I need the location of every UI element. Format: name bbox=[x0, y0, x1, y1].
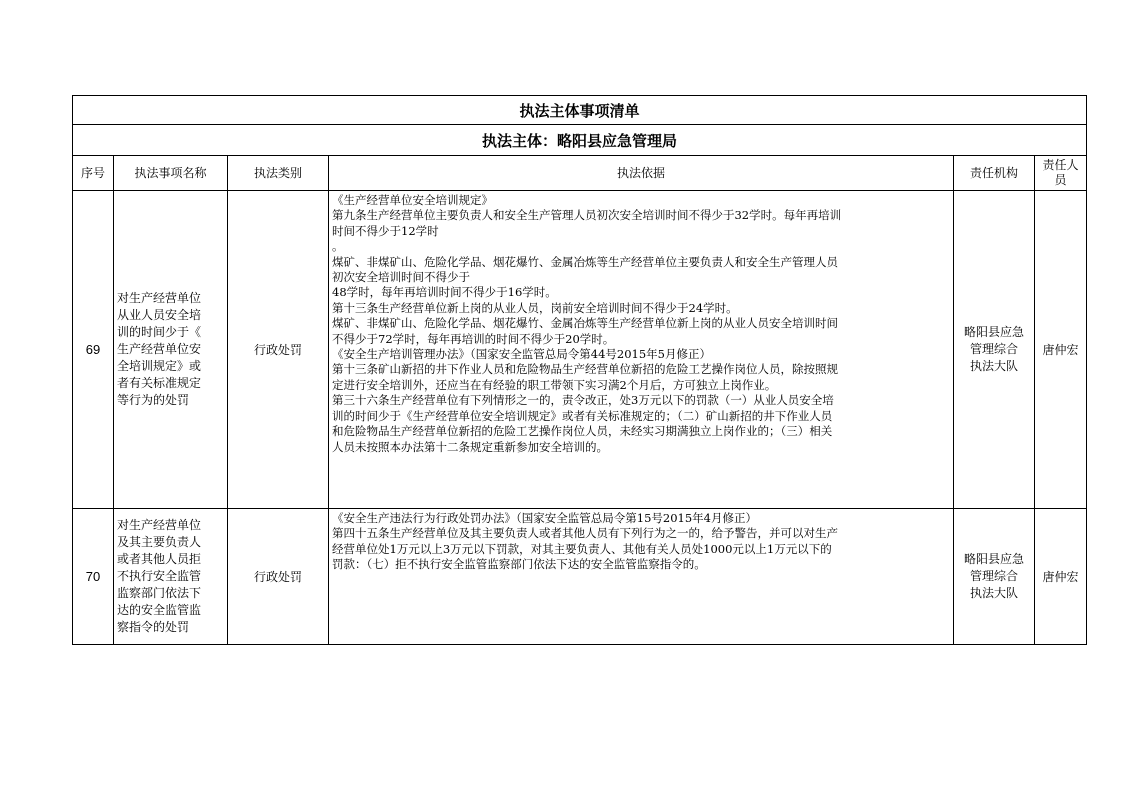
header-category: 执法类别 bbox=[228, 156, 329, 191]
row-seq: 70 bbox=[73, 509, 114, 645]
table-header-row bbox=[73, 156, 1087, 191]
header-person-line1: 责任人 bbox=[1042, 158, 1079, 172]
row-org: 略阳县应急 管理综合 执法大队 bbox=[954, 509, 1035, 645]
table-row bbox=[73, 191, 1087, 509]
row-basis: 《安全生产违法行为行政处罚办法》（国家安全监管总局令第15号2015年4月修正） 第四十五条生产经营单位及其主要负责人或者其他人员有下列行为之一的，给予警告，并可以对生产 经营单位处1万元以上3万元以下罚款，对其主要负责人、其他有关人员处1000元以上1万元以下的 罚款：（七）拒不执行安全监管监察部门依法下达的安全监管监察指令的。 bbox=[329, 509, 954, 645]
header-seq: 序号 bbox=[73, 156, 114, 191]
row-category: 行政处罚 bbox=[228, 191, 329, 509]
header-person bbox=[1035, 156, 1087, 191]
enforcement-table bbox=[72, 95, 1087, 645]
header-name: 执法事项名称 bbox=[114, 156, 228, 191]
row-item-name: 对生产经营单位 从业人员安全培 训的时间少于《 生产经营单位安 全培训规定》或 者有关标准规定 等行为的处罚 bbox=[114, 191, 228, 509]
row-seq: 69 bbox=[73, 191, 114, 509]
header-person-line2: 员 bbox=[1054, 173, 1067, 187]
row-person: 唐仲宏 bbox=[1035, 191, 1087, 509]
row-person: 唐仲宏 bbox=[1035, 509, 1087, 645]
row-item-name: 对生产经营单位 及其主要负责人 或者其他人员拒 不执行安全监管 监察部门依法下 达的安全监管监 察指令的处罚 bbox=[114, 509, 228, 645]
document-title: 执法主体事项清单 bbox=[73, 96, 1087, 125]
row-org: 略阳县应急 管理综合 执法大队 bbox=[954, 191, 1035, 509]
row-basis: 《生产经营单位安全培训规定》 第九条生产经营单位主要负责人和安全生产管理人员初次安全培训时间不得少于32学时。每年再培训 时间不得少于12学时 。 煤矿、非煤矿山、危险化学品、烟花爆竹、金属冶炼等生产经营单位主要负责人和安全生产管理人员 初次安全培训时间不得少于 48学时，每年再培训时间不得少于16学时。 第十三条生产经营单位新上岗的从业人员，岗前安全培训时间不得少于24学时。 煤矿、非煤矿山、危险化学品、烟花爆竹、金属冶炼等生产经营单位新上岗的从业人员安全培训时间 不得少于72学时，每年再培训的时间不得少于20学时。 《安全生产培训管理办法》（国家安全监管总局令第44号2015年5月修正） 第十三条矿山新招的井下作业人员和危险物品生产经营单位新招的危险工艺操作岗位人员，除按照规 定进行安全培训外，还应当在有经验的职工带领下实习满2个月后，方可独立上岗作业。 第三十六条生产经营单位有下列情形之一的，责令改正，处3万元以下的罚款（一）从业人员安全培 训的时间少于《生产经营单位安全培训规定》或者有关标准规定的；（二）矿山新招的井下作业人员 和危险物品生产经营单位新招的危险工艺操作岗位人员，未经实习期满独立上岗作业的；（三）相关 人员未按照本办法第十二条规定重新参加安全培训的。 bbox=[329, 191, 954, 509]
enforcement-subject: 执法主体：略阳县应急管理局 bbox=[73, 125, 1087, 156]
header-basis: 执法依据 bbox=[329, 156, 954, 191]
table-row bbox=[73, 509, 1087, 645]
row-category: 行政处罚 bbox=[228, 509, 329, 645]
header-org: 责任机构 bbox=[954, 156, 1035, 191]
